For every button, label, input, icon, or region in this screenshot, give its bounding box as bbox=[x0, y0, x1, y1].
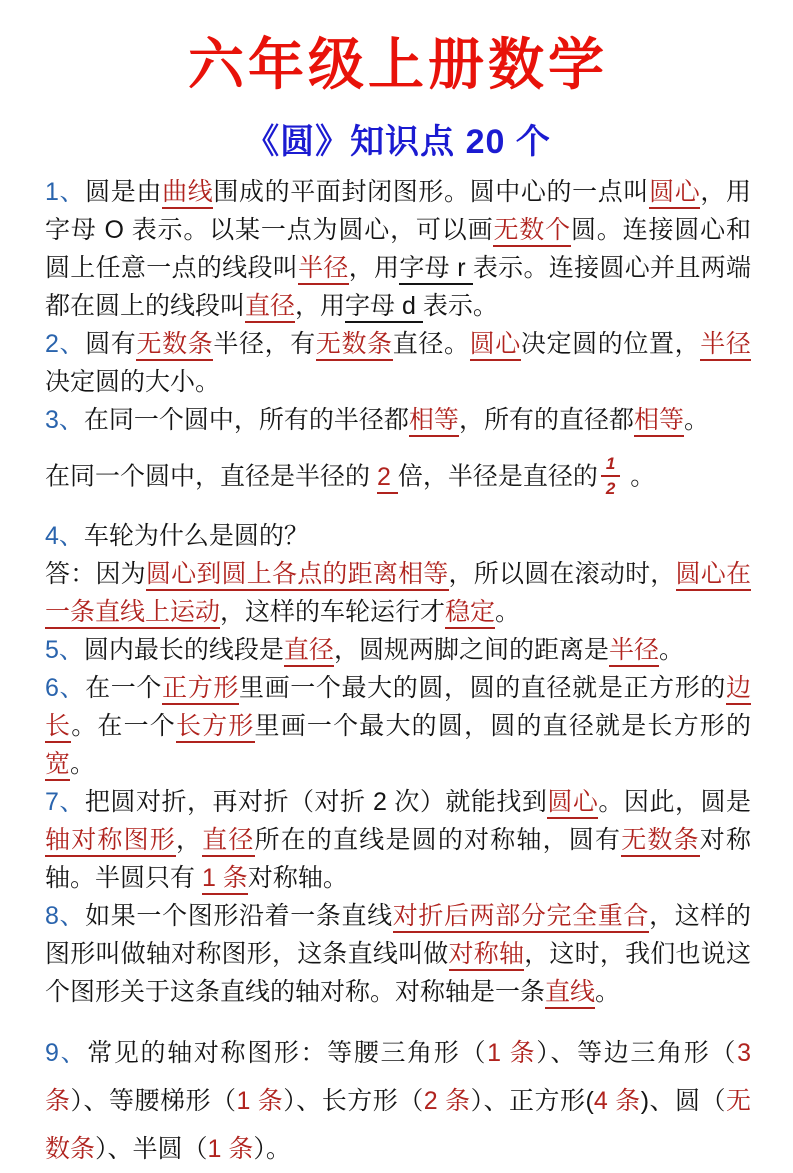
text-segment: 。 bbox=[658, 636, 684, 665]
text-segment: 1 条 bbox=[487, 1039, 537, 1068]
text-segment: 里画一个最大的圆，圆的直径就是正方形的 bbox=[238, 674, 726, 703]
content bbox=[45, 173, 751, 1173]
text-segment: 对称轴 bbox=[449, 940, 525, 971]
text-segment: 直径。 bbox=[392, 330, 470, 359]
text-segment: 半径 bbox=[298, 254, 349, 285]
text-segment: 曲线 bbox=[162, 178, 213, 209]
text-segment: ）、等边三角形（ bbox=[536, 1039, 738, 1068]
text-segment: 把圆对折，再对折（对折 2 次）就能找到 bbox=[84, 788, 548, 817]
text-segment: 无数条 bbox=[621, 826, 700, 857]
knowledge-point-4-question bbox=[45, 517, 751, 555]
text-segment: 无数个 bbox=[493, 216, 571, 247]
knowledge-point-8 bbox=[45, 897, 751, 1011]
text-segment: 车轮为什么是圆的？ bbox=[83, 522, 309, 551]
text-segment: 直径 bbox=[245, 292, 295, 323]
text-segment: 圆心 bbox=[470, 330, 521, 361]
text-segment: 。因此，圆是 bbox=[598, 788, 751, 817]
text-segment: ，用字母 O 表示。以某一点为圆心，可以画 bbox=[45, 178, 751, 245]
item-number: 5、 bbox=[45, 636, 84, 665]
text-segment: 圆心到圆上各点的距离相等 bbox=[146, 560, 449, 591]
item-number: 7、 bbox=[45, 788, 85, 817]
text-segment: 。 bbox=[683, 406, 709, 435]
text-segment: 在同一个圆中，直径是半径的 bbox=[45, 463, 377, 491]
fraction-denominator: 2 bbox=[605, 479, 616, 499]
text-segment: 决定圆的位置， bbox=[520, 330, 701, 359]
text-segment: ）、正方形( bbox=[470, 1087, 594, 1116]
fraction-numerator: 1 bbox=[601, 455, 620, 477]
item-number: 9、 bbox=[45, 1039, 88, 1068]
text-segment: 1 条 bbox=[207, 1135, 254, 1164]
text-segment: 边长 bbox=[45, 674, 751, 743]
item-number: 8、 bbox=[45, 902, 86, 931]
knowledge-point-9 bbox=[45, 1029, 751, 1173]
text-segment: 圆内最长的线段是 bbox=[83, 636, 284, 665]
text-segment: ，这样的图形叫做轴对称图形，这条直线叫做 bbox=[45, 902, 751, 969]
knowledge-point-3 bbox=[45, 401, 751, 439]
text-segment: 常见的轴对称图形：等腰三角形（ bbox=[87, 1039, 488, 1068]
text-segment: 倍，半径是直径的 bbox=[397, 463, 598, 491]
text-segment: 圆有 bbox=[85, 330, 137, 359]
text-segment: 直线 bbox=[545, 978, 595, 1009]
text-segment: 圆是由 bbox=[85, 178, 163, 207]
knowledge-point-3-note bbox=[45, 454, 751, 499]
text-segment: 4 条 bbox=[593, 1087, 641, 1116]
knowledge-point-4-answer bbox=[45, 555, 751, 631]
text-segment: ， bbox=[175, 826, 203, 855]
item-number: 4、 bbox=[45, 522, 84, 551]
text-segment: 1 条 bbox=[236, 1087, 284, 1116]
text-segment: 表示。连接圆心并且两端都在圆上的线段叫 bbox=[45, 254, 751, 321]
text-segment: ，这时，我们也说这个图形关于这条直线的轴对称。对称轴是一条 bbox=[45, 940, 751, 1007]
text-segment: ）、半圆（ bbox=[95, 1135, 208, 1164]
text-segment: 决定圆的大小。 bbox=[45, 368, 221, 397]
text-segment: 在一个 bbox=[85, 674, 163, 703]
item-number: 6、 bbox=[45, 674, 86, 703]
text-segment: 直径 bbox=[284, 636, 334, 667]
knowledge-point-2 bbox=[45, 325, 751, 401]
text-segment: 无数条 bbox=[136, 330, 213, 361]
text-segment: 围成的平面封闭图形。圆中心的一点叫 bbox=[213, 178, 650, 207]
text-segment: 圆心 bbox=[649, 178, 700, 209]
fraction-one-half bbox=[601, 455, 620, 497]
page-title: 六年级上册数学 bbox=[188, 35, 608, 97]
knowledge-point-6 bbox=[45, 669, 751, 783]
knowledge-point-7 bbox=[45, 783, 751, 897]
text-segment: 相等 bbox=[634, 406, 684, 437]
text-segment: 圆心在一条直线上运动 bbox=[45, 560, 751, 629]
text-segment: )、圆（ bbox=[640, 1087, 726, 1116]
text-segment: 半径，有 bbox=[213, 330, 316, 359]
text-segment: 对折后两部分完全重合 bbox=[393, 902, 649, 933]
page-subtitle: 《圆》知识点 20 个 bbox=[245, 123, 551, 162]
text-segment: ，所以圆在滚动时， bbox=[448, 560, 676, 589]
text-segment: 在同一个圆中，所有的半径都 bbox=[83, 406, 409, 435]
item-number: 3、 bbox=[45, 406, 84, 435]
text-segment: 。 bbox=[70, 750, 96, 779]
text-segment: 半径 bbox=[609, 636, 659, 667]
text-segment: 所在的直线是圆的对称轴，圆有 bbox=[254, 826, 622, 855]
text-segment: 稳定 bbox=[445, 598, 495, 629]
text-segment: 。在一个 bbox=[71, 712, 176, 741]
knowledge-point-5 bbox=[45, 631, 751, 669]
text-segment: 字母 d bbox=[345, 292, 423, 323]
text-segment: 半径 bbox=[700, 330, 751, 361]
text-segment: 。 bbox=[595, 978, 621, 1007]
text-segment: ，用 bbox=[295, 292, 346, 321]
knowledge-point-1 bbox=[45, 173, 751, 325]
text-segment: ）、等腰梯形（ bbox=[70, 1087, 237, 1116]
text-segment: 。 bbox=[495, 598, 521, 627]
text-segment: ）、长方形（ bbox=[283, 1087, 424, 1116]
text-segment: 圆心 bbox=[547, 788, 598, 819]
text-segment: 无数条 bbox=[316, 330, 393, 361]
text-segment: 长方形 bbox=[176, 712, 255, 743]
text-segment: 正方形 bbox=[162, 674, 239, 705]
text-segment: 对称轴。半圆只有 bbox=[45, 826, 751, 893]
text-segment: 如果一个图形沿着一条直线 bbox=[85, 902, 393, 931]
text-segment: 里画一个最大的圆，圆的直径就是长方形的 bbox=[254, 712, 751, 741]
text-segment: ，用 bbox=[348, 254, 400, 283]
text-segment: ，这样的车轮运行才 bbox=[220, 598, 446, 627]
text-segment: 相等 bbox=[409, 406, 459, 437]
text-segment: 对称轴。 bbox=[247, 864, 348, 893]
text-segment: 3 条 bbox=[45, 1039, 751, 1116]
text-segment: ）。 bbox=[253, 1135, 291, 1164]
text-segment: 。 bbox=[623, 463, 656, 491]
text-segment: ，圆规两脚之间的距离是 bbox=[333, 636, 609, 665]
text-segment: 宽 bbox=[45, 750, 70, 781]
text-segment: 表示。 bbox=[422, 292, 498, 321]
text-segment: 字母 r bbox=[399, 254, 472, 285]
text-segment: ，所有的直径都 bbox=[458, 406, 634, 435]
item-number: 1、 bbox=[45, 178, 86, 207]
text-segment: 1 条 bbox=[202, 864, 248, 895]
text-segment: 圆。连接圆心和圆上任意一点的线段叫 bbox=[45, 216, 751, 283]
text-segment: 答：因为 bbox=[45, 560, 146, 589]
text-segment: 轴对称图形 bbox=[45, 826, 176, 857]
text-segment: 2 条 bbox=[423, 1087, 471, 1116]
text-segment: 无数条 bbox=[45, 1087, 752, 1164]
text-segment: 直径 bbox=[202, 826, 254, 857]
text-segment: 2 bbox=[377, 463, 398, 494]
item-number: 2、 bbox=[45, 330, 86, 359]
